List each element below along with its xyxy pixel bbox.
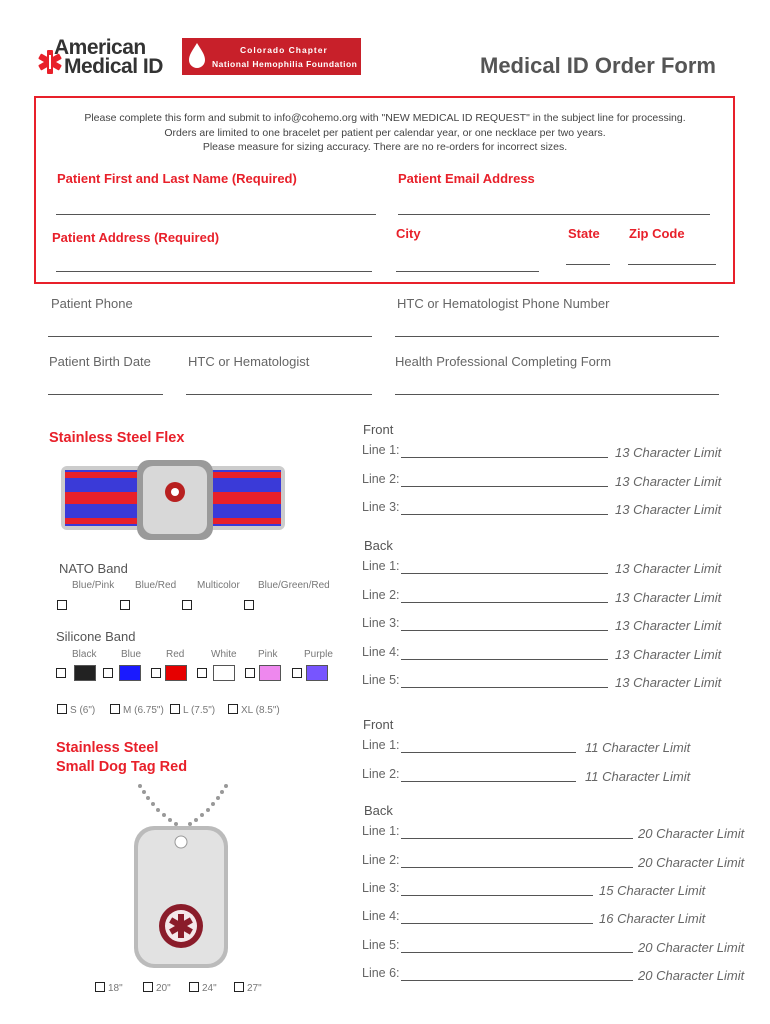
silicone-option-checkbox[interactable] [245, 668, 255, 678]
chain-length-checkbox[interactable] [95, 982, 105, 992]
silicone-color-swatch [259, 665, 281, 681]
size-label: L (7.5") [183, 705, 216, 716]
silicone-color-swatch [213, 665, 235, 681]
chain-length-label: 27" [247, 983, 262, 994]
nato-option-checkbox[interactable] [57, 600, 67, 610]
flex-back-title: Back [364, 538, 393, 553]
flex-front-line-field[interactable] [401, 514, 608, 515]
name-field[interactable] [56, 214, 376, 215]
dogtag-back-line-field[interactable] [401, 980, 633, 981]
size-label: XL (8.5") [241, 705, 280, 716]
silicone-color-swatch [119, 665, 141, 681]
zip-label: Zip Code [629, 226, 685, 241]
size-label: M (6.75") [123, 705, 164, 716]
chain-length-label: 24" [202, 983, 217, 994]
flex-back-line-label: Line 5: [362, 673, 400, 687]
dogtag-back-line-label: Line 2: [362, 853, 400, 867]
nato-option-checkbox[interactable] [120, 600, 130, 610]
flex-front-line-field[interactable] [401, 486, 608, 487]
flex-front-line-label: Line 3: [362, 500, 400, 514]
silicone-color-swatch [74, 665, 96, 681]
dogtag-front-title: Front [363, 717, 394, 732]
dogtag-back-line-label: Line 6: [362, 966, 400, 980]
flex-back-line-field[interactable] [401, 659, 608, 660]
flex-back-line-label: Line 4: [362, 645, 400, 659]
silicone-option-checkbox[interactable] [151, 668, 161, 678]
flex-front-line-label: Line 2: [362, 472, 400, 486]
flex-front-char-limit: 13 Character Limit [615, 474, 722, 489]
chain-length-label: 18" [108, 983, 123, 994]
silicone-title: Silicone Band [56, 629, 136, 644]
state-field[interactable] [566, 264, 610, 265]
flex-back-char-limit: 13 Character Limit [615, 561, 722, 576]
state-label: State [568, 226, 600, 241]
dogtag-back-line-label: Line 1: [362, 824, 400, 838]
htc-field[interactable] [186, 394, 372, 395]
chapter-line-2: National Hemophilia Foundation [212, 59, 358, 69]
dogtag-front-line-label: Line 1: [362, 738, 400, 752]
dogtag-back-line-field[interactable] [401, 867, 633, 868]
american-medical-id-logo [36, 38, 176, 78]
page-title: Medical ID Order Form [480, 53, 716, 78]
dogtag-back-title: Back [364, 803, 393, 818]
notice-line-3: Please measure for sizing accuracy. There are no re-orders for incorrect sizes. [202, 141, 568, 153]
flex-front-title: Front [363, 422, 394, 437]
birth-date-field[interactable] [48, 394, 163, 395]
drop-icon [186, 41, 208, 71]
dogtag-front-char-limit: 11 Character Limit [585, 769, 691, 784]
chain-length-checkbox[interactable] [143, 982, 153, 992]
birth-date-label: Patient Birth Date [49, 354, 151, 369]
size-label: S (6") [70, 705, 96, 716]
size-checkbox[interactable] [228, 704, 238, 714]
flex-back-line-field[interactable] [401, 602, 608, 603]
flex-back-line-field[interactable] [401, 630, 608, 631]
dogtag-title-line-2: Small Dog Tag Red [56, 759, 188, 775]
flex-back-char-limit: 13 Character Limit [615, 618, 722, 633]
chain-length-checkbox[interactable] [234, 982, 244, 992]
dogtag-back-char-limit: 16 Character Limit [599, 911, 706, 926]
htc-label: HTC or Hematologist [188, 354, 310, 369]
nato-option-label: Blue/Red [135, 580, 177, 591]
nato-title: NATO Band [59, 561, 128, 576]
city-field[interactable] [396, 271, 539, 272]
dogtag-back-line-field[interactable] [401, 838, 633, 839]
address-field[interactable] [56, 271, 372, 272]
notice-line-2: Orders are limited to one bracelet per patient per calendar year, or one necklace per two years. [164, 127, 606, 139]
flex-back-line-label: Line 3: [362, 616, 400, 630]
dogtag-back-line-field[interactable] [401, 923, 593, 924]
flex-front-char-limit: 13 Character Limit [615, 502, 722, 517]
nato-option-label: Blue/Green/Red [258, 580, 330, 591]
chain-length-checkbox[interactable] [189, 982, 199, 992]
flex-back-char-limit: 13 Character Limit [615, 675, 722, 690]
dogtag-back-line-label: Line 3: [362, 881, 400, 895]
flex-bracelet-image [57, 458, 289, 542]
phone-label: Patient Phone [51, 296, 133, 311]
email-field[interactable] [398, 214, 710, 215]
dogtag-back-char-limit: 20 Character Limit [638, 940, 745, 955]
flex-title: Stainless Steel Flex [49, 430, 185, 446]
silicone-option-label: White [211, 649, 237, 660]
silicone-color-swatch [306, 665, 328, 681]
flex-front-line-label: Line 1: [362, 443, 400, 457]
flex-front-char-limit: 13 Character Limit [615, 445, 722, 460]
dogtag-back-char-limit: 20 Character Limit [638, 826, 745, 841]
notice-line-1: Please complete this form and submit to info@cohemo.org with "NEW MEDICAL ID REQUEST" in the subject line for processing. [84, 112, 686, 124]
silicone-option-label: Red [166, 649, 185, 660]
size-checkbox[interactable] [57, 704, 67, 714]
flex-back-line-field[interactable] [401, 687, 608, 688]
flex-back-line-label: Line 1: [362, 559, 400, 573]
phone-field[interactable] [48, 336, 372, 337]
dogtag-back-line-field[interactable] [401, 895, 593, 896]
dogtag-front-char-limit: 11 Character Limit [585, 740, 691, 755]
silicone-option-checkbox[interactable] [103, 668, 113, 678]
brand-line-1: American [54, 36, 146, 59]
dogtag-back-line-field[interactable] [401, 952, 633, 953]
size-checkbox[interactable] [110, 704, 120, 714]
silicone-option-label: Black [72, 649, 97, 660]
nato-option-label: Blue/Pink [72, 580, 115, 591]
silicone-option-checkbox[interactable] [56, 668, 66, 678]
silicone-option-checkbox[interactable] [292, 668, 302, 678]
professional-field[interactable] [395, 394, 719, 395]
chapter-banner [182, 38, 361, 75]
required-section-box [34, 96, 735, 284]
address-label: Patient Address (Required) [52, 230, 220, 245]
chapter-line-1: Colorado Chapter [240, 45, 328, 55]
flex-back-line-field[interactable] [401, 573, 608, 574]
flex-front-line-field[interactable] [401, 457, 608, 458]
flex-back-char-limit: 13 Character Limit [615, 647, 722, 662]
silicone-option-label: Pink [258, 649, 278, 660]
size-checkbox[interactable] [170, 704, 180, 714]
dogtag-front-line-field[interactable] [401, 752, 576, 753]
brand-line-2: Medical ID [64, 55, 163, 78]
nato-option-checkbox[interactable] [244, 600, 254, 610]
dogtag-title-line-1: Stainless Steel [56, 740, 159, 756]
dogtag-back-char-limit: 20 Character Limit [638, 968, 745, 983]
nato-option-checkbox[interactable] [182, 600, 192, 610]
dogtag-front-line-field[interactable] [401, 781, 576, 782]
dogtag-back-char-limit: 20 Character Limit [638, 855, 745, 870]
dogtag-back-char-limit: 15 Character Limit [599, 883, 706, 898]
dogtag-image [126, 782, 236, 972]
email-label: Patient Email Address [398, 171, 535, 186]
dogtag-back-line-label: Line 5: [362, 938, 400, 952]
htc-phone-field[interactable] [395, 336, 719, 337]
chain-length-label: 20" [156, 983, 171, 994]
dogtag-front-line-label: Line 2: [362, 767, 400, 781]
silicone-color-swatch [165, 665, 187, 681]
flex-back-line-label: Line 2: [362, 588, 400, 602]
dogtag-back-line-label: Line 4: [362, 909, 400, 923]
htc-phone-label: HTC or Hematologist Phone Number [397, 296, 610, 311]
silicone-option-checkbox[interactable] [197, 668, 207, 678]
silicone-option-label: Purple [304, 649, 333, 660]
professional-label: Health Professional Completing Form [395, 354, 612, 369]
nato-option-label: Multicolor [197, 580, 240, 591]
silicone-option-label: Blue [121, 649, 142, 660]
city-label: City [396, 226, 421, 241]
zip-field[interactable] [628, 264, 716, 265]
name-label: Patient First and Last Name (Required) [57, 171, 297, 186]
flex-back-char-limit: 13 Character Limit [615, 590, 722, 605]
